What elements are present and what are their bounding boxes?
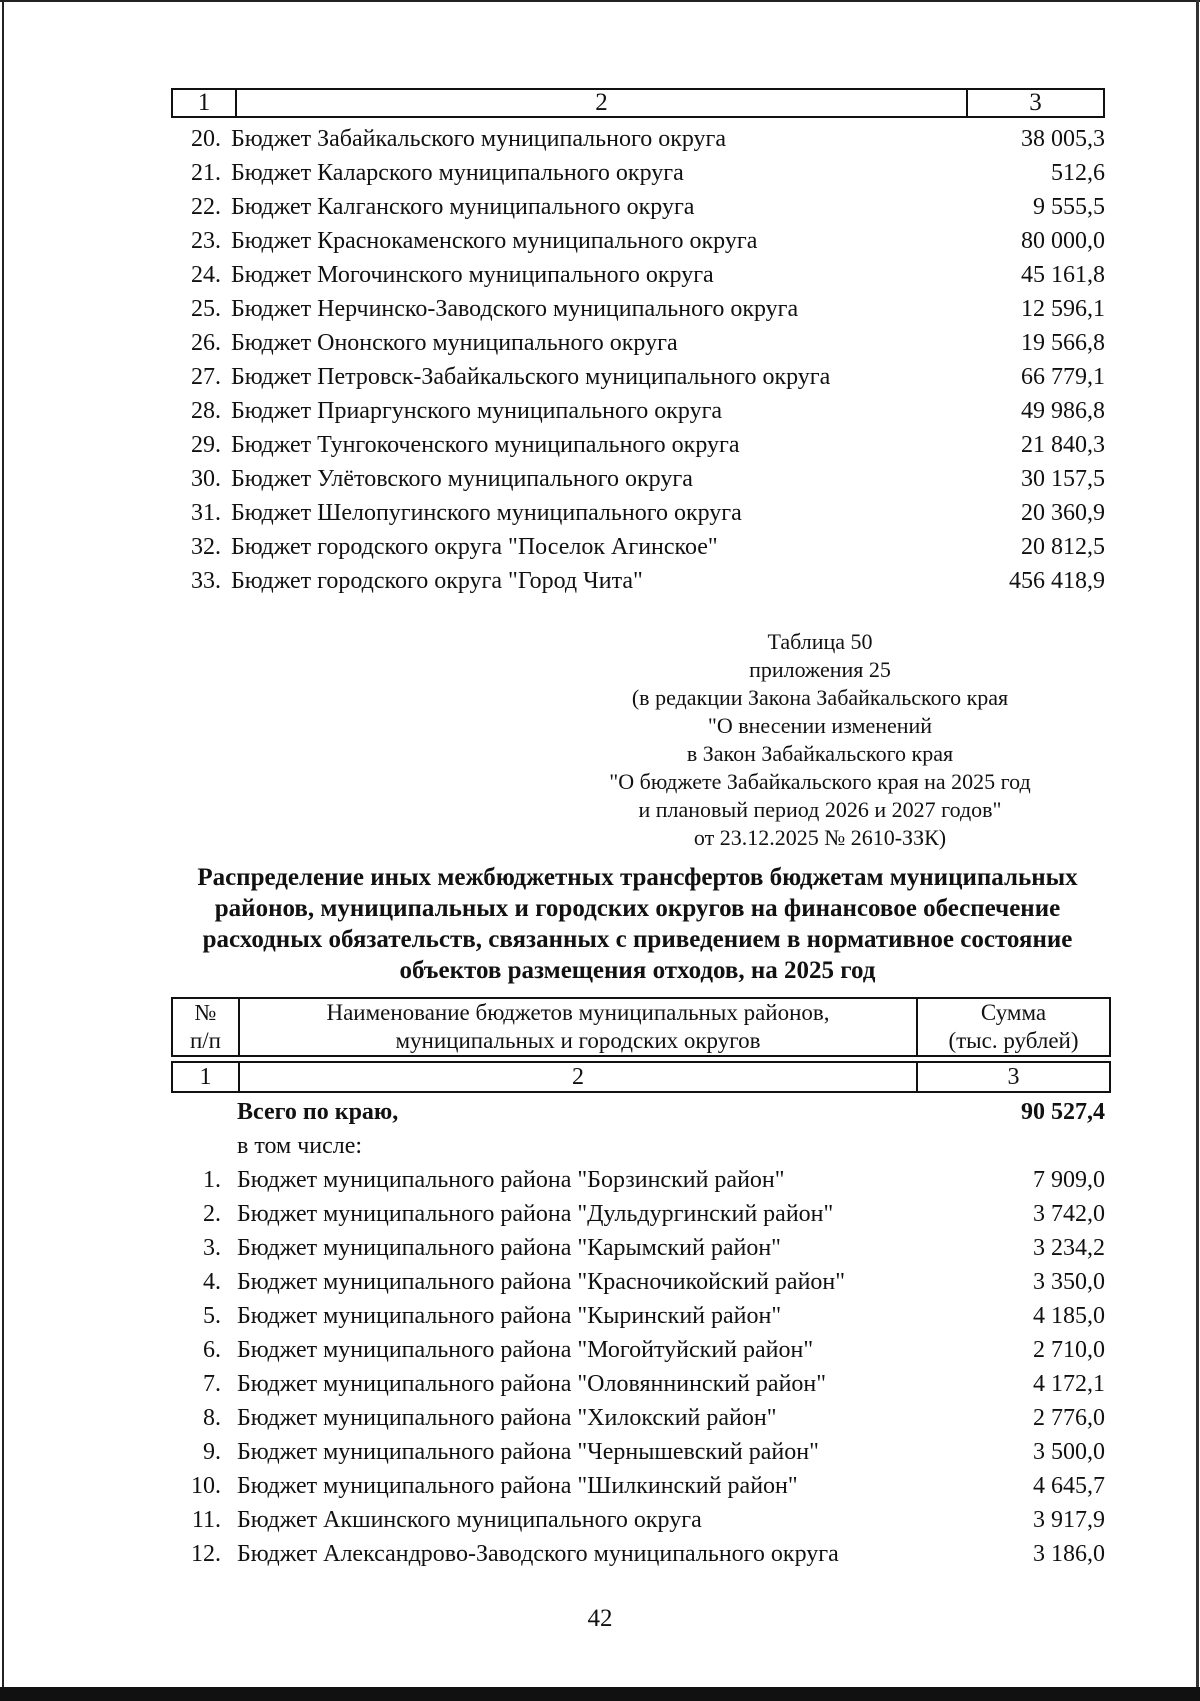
row-name: Бюджет Петровск-Забайкальского муниципального округа — [231, 364, 831, 390]
row-number: 3. — [203, 1235, 221, 1261]
title-line: Распределение иных межбюджетных трансфертов бюджетам муниципальных — [197, 864, 1078, 891]
total-row — [171, 1095, 1105, 1129]
row-value: 4 185,0 — [1033, 1303, 1105, 1329]
table-row — [171, 1367, 1105, 1401]
scan-edge-left — [2, 0, 4, 1701]
caption-line: от 23.12.2025 № 2610-ЗЗК) — [693, 825, 947, 850]
col-name-line: Наименование бюджетов муниципальных районов, — [326, 1000, 830, 1025]
row-value: 3 500,0 — [1033, 1439, 1105, 1465]
table-row — [171, 1469, 1105, 1503]
row-value: 3 917,9 — [1033, 1507, 1105, 1533]
col-number-header — [173, 999, 240, 1055]
table-row — [171, 394, 1105, 428]
table-row — [171, 190, 1105, 224]
row-name: Бюджет муниципального района "Борзинский район" — [237, 1167, 785, 1193]
table-caption — [560, 628, 1080, 852]
row-name: Бюджет Приаргунского муниципального округа — [231, 398, 723, 424]
row-name: Бюджет муниципального района "Хилокский район" — [237, 1405, 777, 1431]
row-value: 3 234,2 — [1033, 1235, 1105, 1261]
col-index: 3 — [1007, 1063, 1020, 1090]
row-value: 3 186,0 — [1033, 1541, 1105, 1567]
row-name: Бюджет муниципального района "Оловяннинский район" — [237, 1371, 827, 1397]
header-col-2: 2 — [237, 90, 968, 116]
row-value: 2 710,0 — [1033, 1337, 1105, 1363]
table-row — [171, 1503, 1105, 1537]
row-number: 33. — [191, 568, 221, 594]
row-number: 8. — [203, 1405, 221, 1431]
row-value: 21 840,3 — [1021, 432, 1105, 458]
row-name: Бюджет Забайкальского муниципального округа — [231, 126, 727, 152]
row-name: Бюджет Улётовского муниципального округа — [231, 466, 693, 492]
title-line: районов, муниципальных и городских округов на финансовое обеспечение — [214, 895, 1061, 922]
title-line: объектов размещения отходов, на 2025 год — [399, 957, 876, 984]
row-number: 28. — [191, 398, 221, 424]
row-name: Бюджет муниципального района "Могойтуйский район" — [237, 1337, 814, 1363]
caption-line: приложения 25 — [749, 657, 891, 682]
table-row — [171, 1435, 1105, 1469]
total-value: 90 527,4 — [1021, 1099, 1105, 1125]
scan-edge-top — [0, 0, 1200, 8]
col-name-header — [240, 999, 918, 1055]
header-col-1: 1 — [173, 90, 237, 116]
row-number: 30. — [191, 466, 221, 492]
column-headers — [171, 997, 1111, 1057]
main-table-header — [171, 997, 1111, 1093]
row-value: 80 000,0 — [1021, 228, 1105, 254]
caption-line: "О внесении изменений — [707, 713, 933, 738]
row-value: 2 776,0 — [1033, 1405, 1105, 1431]
table-row — [171, 1163, 1105, 1197]
table-row — [171, 1231, 1105, 1265]
row-number: 6. — [203, 1337, 221, 1363]
row-number: 22. — [191, 194, 221, 220]
column-index-row — [171, 1061, 1111, 1093]
row-value: 45 161,8 — [1021, 262, 1105, 288]
row-number: 26. — [191, 330, 221, 356]
table-row — [171, 122, 1105, 156]
row-number: 29. — [191, 432, 221, 458]
scan-edge-bottom — [0, 1687, 1200, 1701]
row-name: Бюджет Александрово-Заводского муниципального округа — [237, 1541, 839, 1567]
table-row — [171, 496, 1105, 530]
row-number: 25. — [191, 296, 221, 322]
col-index: 1 — [173, 1063, 240, 1091]
row-name: Бюджет Нерчинско-Заводского муниципального округа — [231, 296, 799, 322]
row-number: 7. — [203, 1371, 221, 1397]
table-row — [171, 462, 1105, 496]
table-row — [171, 428, 1105, 462]
col-index: 2 — [240, 1063, 918, 1091]
continuation-table-header — [171, 88, 1105, 118]
table-row — [171, 258, 1105, 292]
row-number: 10. — [191, 1473, 221, 1499]
table-row — [171, 224, 1105, 258]
table-row — [171, 1197, 1105, 1231]
row-number: 23. — [191, 228, 221, 254]
row-value: 12 596,1 — [1021, 296, 1105, 322]
row-name: Бюджет муниципального района "Чернышевский район" — [237, 1439, 819, 1465]
col-sum-header — [918, 999, 1109, 1055]
col-sum-line: Сумма — [980, 1000, 1047, 1025]
col-number-line: № — [194, 1000, 217, 1025]
row-name: Бюджет Краснокаменского муниципального округа — [231, 228, 758, 254]
table-row — [171, 1401, 1105, 1435]
table-row — [171, 1537, 1105, 1571]
table-row — [171, 1299, 1105, 1333]
row-value: 30 157,5 — [1021, 466, 1105, 492]
row-name: Бюджет Могочинского муниципального округа — [231, 262, 714, 288]
row-number: 27. — [191, 364, 221, 390]
row-name: Бюджет Акшинского муниципального округа — [237, 1507, 702, 1533]
row-number: 11. — [191, 1507, 221, 1533]
page-title — [165, 862, 1110, 986]
row-name: Бюджет городского округа "Поселок Агинское" — [231, 534, 718, 560]
page-number: 42 — [587, 1605, 613, 1632]
row-value: 66 779,1 — [1021, 364, 1105, 390]
row-value: 49 986,8 — [1021, 398, 1105, 424]
row-value: 20 360,9 — [1021, 500, 1105, 526]
row-name: Бюджет муниципального района "Карымский район" — [237, 1235, 781, 1261]
row-value: 3 742,0 — [1033, 1201, 1105, 1227]
total-label: Всего по краю, — [237, 1099, 399, 1125]
table-row — [171, 326, 1105, 360]
header-col-3: 3 — [1029, 89, 1042, 116]
including-label: в том числе: — [237, 1133, 363, 1159]
row-number: 20. — [191, 126, 221, 152]
table-row — [171, 564, 1105, 598]
row-value: 19 566,8 — [1021, 330, 1105, 356]
row-name: Бюджет муниципального района "Кыринский район" — [237, 1303, 782, 1329]
row-value: 512,6 — [1051, 160, 1105, 186]
row-value: 38 005,3 — [1021, 126, 1105, 152]
row-name: Бюджет Калганского муниципального округа — [231, 194, 695, 220]
row-value: 456 418,9 — [1009, 568, 1105, 594]
row-value: 3 350,0 — [1033, 1269, 1105, 1295]
row-name: Бюджет Шелопугинского муниципального округа — [231, 500, 742, 526]
caption-line: (в редакции Закона Забайкальского края — [631, 685, 1009, 710]
row-number: 5. — [203, 1303, 221, 1329]
row-number: 2. — [203, 1201, 221, 1227]
row-name: Бюджет муниципального района "Шилкинский район" — [237, 1473, 798, 1499]
row-name: Бюджет Тунгокоченского муниципального округа — [231, 432, 740, 458]
row-number: 9. — [203, 1439, 221, 1465]
table-row — [171, 360, 1105, 394]
caption-line: в Закон Забайкальского края — [686, 741, 954, 766]
row-value: 4 645,7 — [1033, 1473, 1105, 1499]
title-line: расходных обязательств, связанных с приведением в нормативное состояние — [202, 926, 1073, 953]
row-number: 21. — [191, 160, 221, 186]
row-number: 31. — [191, 500, 221, 526]
row-number: 4. — [203, 1269, 221, 1295]
row-name: Бюджет Ононского муниципального округа — [231, 330, 678, 356]
col-name-line: муниципальных и городских округов — [395, 1028, 761, 1053]
table-row — [171, 1265, 1105, 1299]
caption-line: и плановый период 2026 и 2027 годов" — [638, 797, 1002, 822]
row-number: 1. — [203, 1167, 221, 1193]
row-number: 12. — [191, 1541, 221, 1567]
row-value: 9 555,5 — [1033, 194, 1105, 220]
caption-line: "О бюджете Забайкальского края на 2025 год — [609, 769, 1031, 794]
table-row — [171, 292, 1105, 326]
table-row — [171, 1333, 1105, 1367]
row-name: Бюджет муниципального района "Красночикойский район" — [237, 1269, 846, 1295]
row-number: 24. — [191, 262, 221, 288]
table-row — [171, 156, 1105, 190]
row-value: 20 812,5 — [1021, 534, 1105, 560]
table-row — [171, 530, 1105, 564]
col-number-line: п/п — [189, 1028, 221, 1053]
row-name: Бюджет Каларского муниципального округа — [231, 160, 684, 186]
row-value: 7 909,0 — [1033, 1167, 1105, 1193]
row-number: 32. — [191, 534, 221, 560]
scan-edge-right — [1196, 0, 1199, 1701]
row-value: 4 172,1 — [1033, 1371, 1105, 1397]
row-name: Бюджет муниципального района "Дульдургинский район" — [237, 1201, 834, 1227]
col-sum-line: (тыс. рублей) — [948, 1028, 1079, 1053]
caption-line: Таблица 50 — [767, 629, 873, 654]
row-name: Бюджет городского округа "Город Чита" — [231, 568, 643, 594]
